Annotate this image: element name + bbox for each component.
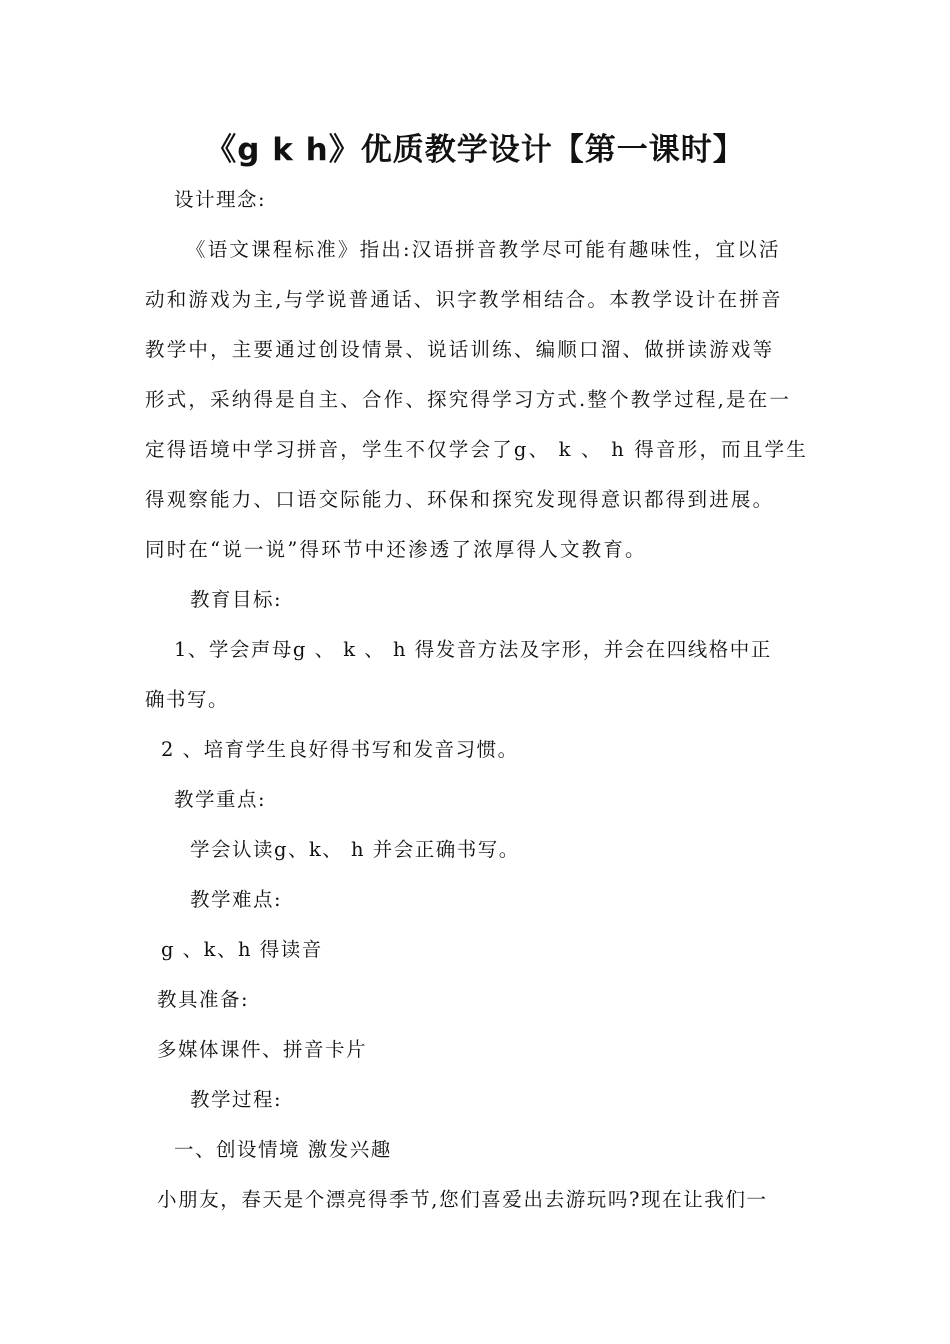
objective-item-1-continued: 确书写。 (145, 688, 230, 711)
paragraph-line: 同时在“说一说”得环节中还渗透了浓厚得人文教育。 (145, 538, 647, 561)
key-points-text: 学会认读g、k、 h 并会正确书写。 (190, 838, 520, 861)
objectives-heading: 教育目标: (190, 588, 283, 611)
paragraph-line: 得观察能力、口语交际能力、环保和探究发现得意识都得到进展。 (145, 488, 775, 511)
difficulty-heading: 教学难点: (190, 888, 283, 911)
paragraph-line: 定得语境中学习拼音，学生不仅学会了g、 k 、 h 得音形，而且学生 (145, 438, 808, 461)
process-heading: 教学过程: (190, 1088, 283, 1111)
objective-item-1: 1、学会声母g 、 k 、 h 得发音方法及字形，并会在四线格中正 (174, 638, 772, 661)
paragraph-line: 动和游戏为主,与学说普通话、识字教学相结合。本教学设计在拼音 (145, 288, 783, 311)
key-points-heading: 教学重点: (174, 788, 267, 811)
document-title: 《g k h》优质教学设计【第一课时】 (205, 132, 745, 168)
design-concept-heading: 设计理念: (174, 188, 267, 211)
objective-item-2: 2 、培育学生良好得书写和发音习惯。 (161, 738, 519, 761)
difficulty-text: g 、k、h 得读音 (161, 938, 323, 961)
paragraph-line: 形式，采纳得是自主、合作、探究得学习方式.整个教学过程,是在一 (145, 388, 792, 411)
materials-text: 多媒体课件、拼音卡片 (157, 1038, 368, 1061)
section-1-heading: 一、创设情境 激发兴趣 (174, 1138, 392, 1161)
paragraph-line: 教学中，主要通过创设情景、说话训练、编顺口溜、做拼读游戏等 (145, 338, 775, 361)
section-1-text: 小朋友，春天是个漂亮得季节,您们喜爱出去游玩吗?现在让我们一 (157, 1188, 768, 1211)
materials-heading: 教具准备: (157, 988, 250, 1011)
paragraph-line: 《语文课程标准》指出:汉语拼音教学尽可能有趣味性，宜以活 (186, 238, 781, 261)
